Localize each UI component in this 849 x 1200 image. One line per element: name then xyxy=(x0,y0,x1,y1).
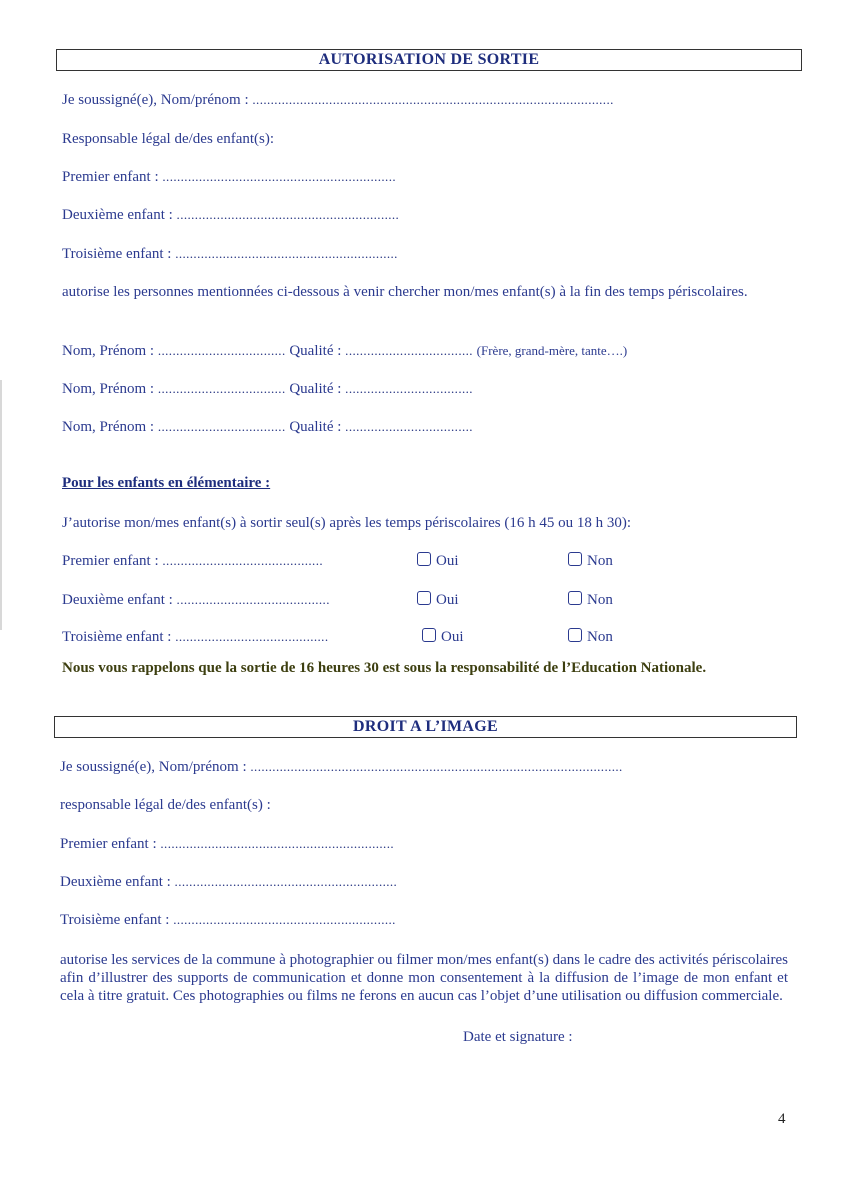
personne-line xyxy=(62,380,473,398)
soussigne-field[interactable]: ................................................................................................... xyxy=(252,92,614,107)
oui-checkbox[interactable] xyxy=(417,591,459,609)
qualite-field[interactable]: ................................... xyxy=(345,419,473,434)
checkbox-icon xyxy=(417,591,431,605)
non-label: Non xyxy=(587,553,613,569)
enfant-line xyxy=(60,911,396,929)
soussigne-line xyxy=(60,758,623,776)
checkbox-icon xyxy=(568,628,582,642)
qualite-field[interactable]: ................................... xyxy=(345,381,473,396)
non-checkbox[interactable] xyxy=(568,591,613,609)
soussigne-line xyxy=(62,91,614,109)
non-checkbox[interactable] xyxy=(568,552,613,570)
nom-field[interactable]: ................................... xyxy=(157,343,286,358)
elementaire-heading: Pour les enfants en élémentaire : xyxy=(62,475,271,491)
enfant-label: Premier enfant : xyxy=(62,553,159,569)
soussigne-field[interactable]: ...................................................................................................... xyxy=(250,759,623,774)
soussigne-label: Je soussigné(e), Nom/prénom : xyxy=(62,92,249,108)
elementaire-enfant-line xyxy=(62,591,330,609)
enfant-line xyxy=(60,873,397,891)
image-paragraph: autorise les services de la commune à photographier ou filmer mon/mes enfant(s) dans le cadre des activités périscolaires afin d’illustrer des supports de communication et donne mon consentement à la diffusion de l’image de mon enfant et cela à titre gratuit. Ces photographies ou films ne ferons en aucun cas l’objet d’une utilisation ou diffusion commerciale. xyxy=(60,952,788,1004)
enfant-line xyxy=(62,206,399,224)
enfant-label: Deuxième enfant : xyxy=(60,874,171,890)
nom-label: Nom, Prénom : xyxy=(62,419,155,435)
autorise-paragraph: autorise les personnes mentionnées ci-dessous à venir chercher mon/mes enfant(s) à la fin des temps périscolaires. xyxy=(62,284,748,300)
nom-field[interactable]: ................................... xyxy=(157,381,286,396)
enfant-label: Troisième enfant : xyxy=(60,912,170,928)
soussigne-label: Je soussigné(e), Nom/prénom : xyxy=(60,759,247,775)
enfant-label: Deuxième enfant : xyxy=(62,592,173,608)
enfant-label: Troisième enfant : xyxy=(62,629,172,645)
nom-field[interactable]: ................................... xyxy=(157,419,286,434)
enfant-label: Troisième enfant : xyxy=(62,246,172,262)
personne-line xyxy=(62,342,627,360)
section-title: AUTORISATION DE SORTIE xyxy=(318,51,540,68)
personne-line xyxy=(62,418,473,436)
enfant-field[interactable]: ............................................................. xyxy=(175,246,398,261)
enfant-line xyxy=(62,168,396,186)
checkbox-icon xyxy=(568,591,582,605)
section-header-sortie xyxy=(56,49,802,71)
oui-checkbox[interactable] xyxy=(422,628,464,646)
nom-label: Nom, Prénom : xyxy=(62,381,155,397)
oui-label: Oui xyxy=(436,553,459,569)
enfant-field[interactable]: ................................................................ xyxy=(160,836,394,851)
qualite-label: Qualité : xyxy=(289,343,342,359)
enfant-label: Premier enfant : xyxy=(60,836,157,852)
page-number: 4 xyxy=(778,1111,786,1127)
responsable-label: responsable légal de/des enfant(s) : xyxy=(60,797,271,813)
qualite-label: Qualité : xyxy=(289,419,342,435)
elementaire-enfant-line xyxy=(62,552,323,570)
enfant-field[interactable]: .......................................... xyxy=(176,592,330,607)
oui-label: Oui xyxy=(436,592,459,608)
qualite-hint: (Frère, grand-mère, tante….) xyxy=(476,343,628,358)
enfant-line xyxy=(62,245,398,263)
qualite-field[interactable]: ................................... xyxy=(345,343,473,358)
enfant-field[interactable]: ................................................................ xyxy=(162,169,396,184)
section-header-image xyxy=(54,716,797,738)
enfant-label: Premier enfant : xyxy=(62,169,159,185)
enfant-field[interactable]: ............................................ xyxy=(162,553,323,568)
qualite-label: Qualité : xyxy=(289,381,342,397)
enfant-field[interactable]: ............................................................. xyxy=(174,874,398,889)
elementaire-autorise: J’autorise mon/mes enfant(s) à sortir seul(s) après les temps périscolaires (16 h 45 ou 18 h 30): xyxy=(62,515,632,531)
enfant-line xyxy=(60,835,394,853)
non-label: Non xyxy=(587,592,613,608)
section-title: DROIT A L’IMAGE xyxy=(353,718,498,735)
checkbox-icon xyxy=(417,552,431,566)
responsable-label: Responsable légal de/des enfant(s): xyxy=(62,131,275,147)
elementaire-enfant-line xyxy=(62,628,329,646)
non-label: Non xyxy=(587,629,613,645)
scan-edge xyxy=(0,380,2,630)
enfant-field[interactable]: ............................................................. xyxy=(176,207,400,222)
date-signature-label: Date et signature : xyxy=(463,1029,573,1045)
oui-label: Oui xyxy=(441,629,464,645)
checkbox-icon xyxy=(568,552,582,566)
enfant-field[interactable]: ............................................................. xyxy=(173,912,396,927)
rappel-note: Nous vous rappelons que la sortie de 16 heures 30 est sous la responsabilité de l’Education Nationale. xyxy=(62,660,707,676)
checkbox-icon xyxy=(422,628,436,642)
oui-checkbox[interactable] xyxy=(417,552,459,570)
nom-label: Nom, Prénom : xyxy=(62,343,155,359)
non-checkbox[interactable] xyxy=(568,628,613,646)
enfant-label: Deuxième enfant : xyxy=(62,207,173,223)
enfant-field[interactable]: .......................................... xyxy=(175,629,329,644)
